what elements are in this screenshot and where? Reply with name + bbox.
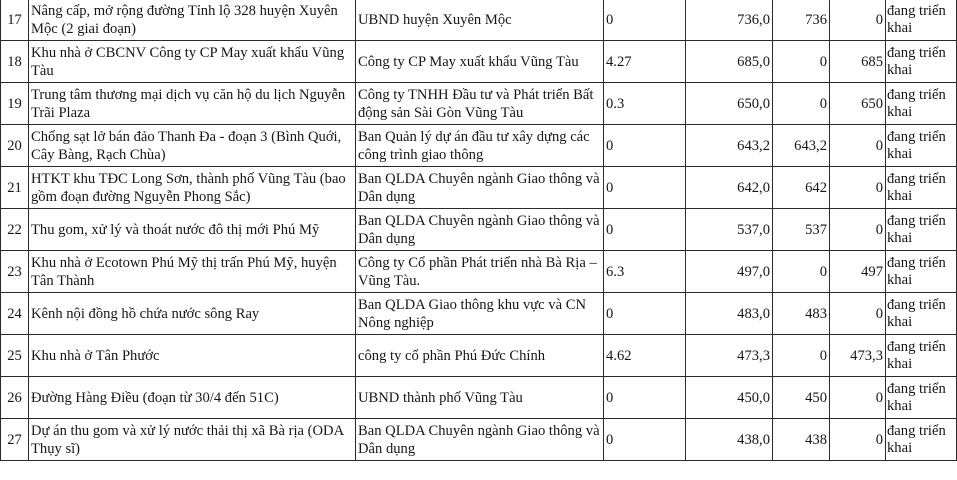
area-value: 0 xyxy=(604,0,686,41)
total-capital: 643,2 xyxy=(686,125,773,167)
project-name: Nâng cấp, mở rộng đường Tỉnh lộ 328 huyện Xuyên Mộc (2 giai đoạn) xyxy=(29,0,356,41)
budget-capital: 438 xyxy=(773,419,830,461)
project-owner: Ban QLDA Chuyên ngành Giao thông và Dân dụng xyxy=(356,209,604,251)
project-name: Thu gom, xử lý và thoát nước đô thị mới Phú Mỹ xyxy=(29,209,356,251)
other-capital: 0 xyxy=(830,167,886,209)
project-owner: Công ty Cổ phần Phát triển nhà Bà Rịa – Vũng Tàu. xyxy=(356,251,604,293)
project-status: đang triển khai xyxy=(886,251,957,293)
area-value: 0 xyxy=(604,293,686,335)
table-row xyxy=(1,377,957,419)
project-owner: công ty cổ phần Phú Đức Chính xyxy=(356,335,604,377)
project-status: đang triển khai xyxy=(886,83,957,125)
project-status: đang triển khai xyxy=(886,377,957,419)
project-status: đang triển khai xyxy=(886,419,957,461)
project-owner: UBND thành phố Vũng Tàu xyxy=(356,377,604,419)
project-name: Dự án thu gom và xử lý nước thải thị xã Bà rịa (ODA Thụy sĩ) xyxy=(29,419,356,461)
project-name: Trung tâm thương mại dịch vụ căn hộ du lịch Nguyễn Trãi Plaza xyxy=(29,83,356,125)
total-capital: 736,0 xyxy=(686,0,773,41)
project-status: đang triển khai xyxy=(886,293,957,335)
project-owner: Công ty CP May xuất khẩu Vũng Tàu xyxy=(356,41,604,83)
project-status: đang triển khai xyxy=(886,41,957,83)
other-capital: 0 xyxy=(830,0,886,41)
other-capital: 650 xyxy=(830,83,886,125)
table-row xyxy=(1,293,957,335)
project-status: đang triển khai xyxy=(886,167,957,209)
project-status: đang triển khai xyxy=(886,335,957,377)
project-name: Khu nhà ở Tân Phước xyxy=(29,335,356,377)
other-capital: 0 xyxy=(830,125,886,167)
table-body xyxy=(1,0,957,461)
total-capital: 450,0 xyxy=(686,377,773,419)
row-number: 17 xyxy=(1,0,29,41)
total-capital: 483,0 xyxy=(686,293,773,335)
area-value: 0 xyxy=(604,419,686,461)
project-owner: UBND huyện Xuyên Mộc xyxy=(356,0,604,41)
budget-capital: 642 xyxy=(773,167,830,209)
budget-capital: 0 xyxy=(773,83,830,125)
table-row xyxy=(1,419,957,461)
total-capital: 497,0 xyxy=(686,251,773,293)
budget-capital: 0 xyxy=(773,335,830,377)
total-capital: 438,0 xyxy=(686,419,773,461)
row-number: 24 xyxy=(1,293,29,335)
table-row xyxy=(1,251,957,293)
row-number: 20 xyxy=(1,125,29,167)
row-number: 27 xyxy=(1,419,29,461)
other-capital: 0 xyxy=(830,377,886,419)
table-row xyxy=(1,335,957,377)
budget-capital: 643,2 xyxy=(773,125,830,167)
other-capital: 473,3 xyxy=(830,335,886,377)
project-name: Khu nhà ở CBCNV Công ty CP May xuất khẩu Vũng Tàu xyxy=(29,41,356,83)
budget-capital: 537 xyxy=(773,209,830,251)
row-number: 26 xyxy=(1,377,29,419)
table-row xyxy=(1,83,957,125)
project-name: Kênh nội đồng hồ chứa nước sông Ray xyxy=(29,293,356,335)
other-capital: 0 xyxy=(830,419,886,461)
project-status: đang triển khai xyxy=(886,125,957,167)
project-name: HTKT khu TĐC Long Sơn, thành phố Vũng Tàu (bao gồm đoạn đường Nguyễn Phong Sắc) xyxy=(29,167,356,209)
project-name: Khu nhà ở Ecotown Phú Mỹ thị trấn Phú Mỹ, huyện Tân Thành xyxy=(29,251,356,293)
row-number: 23 xyxy=(1,251,29,293)
other-capital: 0 xyxy=(830,293,886,335)
row-number: 19 xyxy=(1,83,29,125)
project-owner: Ban QLDA Chuyên ngành Giao thông và Dân dụng xyxy=(356,419,604,461)
area-value: 0 xyxy=(604,125,686,167)
area-value: 4.27 xyxy=(604,41,686,83)
project-owner: Ban Quản lý dự án đầu tư xây dựng các công trình giao thông xyxy=(356,125,604,167)
other-capital: 497 xyxy=(830,251,886,293)
total-capital: 642,0 xyxy=(686,167,773,209)
total-capital: 537,0 xyxy=(686,209,773,251)
project-owner: Ban QLDA Chuyên ngành Giao thông và Dân dụng xyxy=(356,167,604,209)
budget-capital: 483 xyxy=(773,293,830,335)
project-owner: Công ty TNHH Đầu tư và Phát triển Bất động sản Sài Gòn Vũng Tàu xyxy=(356,83,604,125)
table-row xyxy=(1,125,957,167)
area-value: 0 xyxy=(604,167,686,209)
budget-capital: 450 xyxy=(773,377,830,419)
budget-capital: 0 xyxy=(773,41,830,83)
row-number: 25 xyxy=(1,335,29,377)
area-value: 0.3 xyxy=(604,83,686,125)
area-value: 4.62 xyxy=(604,335,686,377)
other-capital: 685 xyxy=(830,41,886,83)
area-value: 0 xyxy=(604,209,686,251)
project-status: đang triển khai xyxy=(886,0,957,41)
budget-capital: 0 xyxy=(773,251,830,293)
row-number: 22 xyxy=(1,209,29,251)
row-number: 21 xyxy=(1,167,29,209)
table-row xyxy=(1,41,957,83)
project-owner: Ban QLDA Giao thông khu vực và CN Nông nghiệp xyxy=(356,293,604,335)
table-row xyxy=(1,167,957,209)
area-value: 6.3 xyxy=(604,251,686,293)
total-capital: 650,0 xyxy=(686,83,773,125)
budget-capital: 736 xyxy=(773,0,830,41)
other-capital: 0 xyxy=(830,209,886,251)
area-value: 0 xyxy=(604,377,686,419)
table-row xyxy=(1,0,957,41)
row-number: 18 xyxy=(1,41,29,83)
project-name: Đường Hàng Điều (đoạn từ 30/4 đến 51C) xyxy=(29,377,356,419)
table-row xyxy=(1,209,957,251)
total-capital: 685,0 xyxy=(686,41,773,83)
project-name: Chống sạt lở bán đảo Thanh Đa - đoạn 3 (Bình Quới, Cây Bàng, Rạch Chùa) xyxy=(29,125,356,167)
project-status: đang triển khai xyxy=(886,209,957,251)
total-capital: 473,3 xyxy=(686,335,773,377)
